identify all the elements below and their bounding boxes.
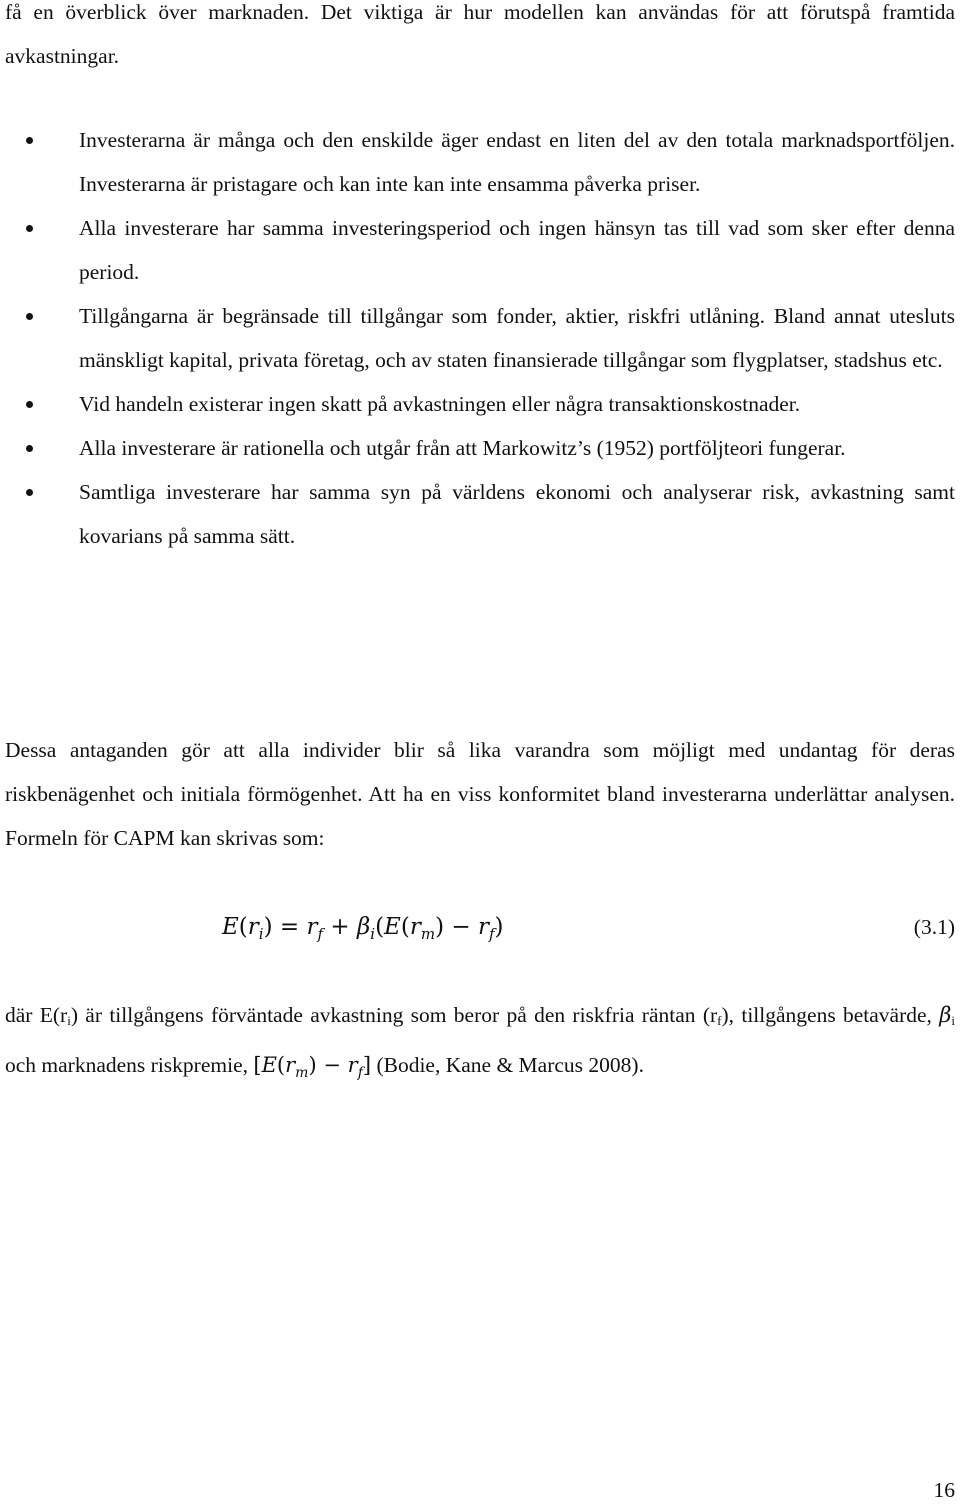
assumption-text: Vid handeln existerar ingen skatt på avkastningen eller några transaktionskostnader.: [79, 392, 801, 416]
bullet-icon: [26, 445, 33, 452]
assumption-text: Alla investerare har samma investeringsperiod och ingen hänsyn tas till vad som sker efter denna period.: [79, 216, 955, 284]
list-item: [0, 382, 955, 426]
bullet-icon: [26, 489, 33, 496]
beta-symbol: β: [939, 1003, 952, 1027]
assumption-text: Tillgångarna är begränsade till tillgångar som fonder, aktier, riskfri utlåning. Bland annat utesluts mänskligt kapital, privata företag, och av staten finansierade tillgångar som flygplatser, stadshus etc.: [79, 304, 955, 372]
assumption-text: Investerarna är många och den enskilde äger endast en liten del av den totala marknadsportföljen. Investerarna är pristagare och kan inte kan inte ensamma påverka priser.: [79, 128, 955, 196]
list-item: [0, 426, 955, 470]
intro-paragraph: få en överblick över marknaden. Det viktiga är hur modellen kan användas för att förutspå framtida avkastningar.: [5, 0, 955, 68]
list-item: [0, 470, 955, 558]
explanation-paragraph: där $E(r_i)$ är tillgångens förväntade avkastning som beror på den riskfria räntan $(r_f)$, tillgångens betavärde, $\beta_i$ och marknadens riskpremie, $[E(r_m) - r_f]$ (Bodie, Kane & Marcus 2008).: [5, 1003, 955, 1081]
bullet-icon: [26, 313, 33, 320]
risk-premium-expression: $[E(r_m) - r_f]$: [253, 1053, 372, 1081]
bullet-icon: [26, 137, 33, 144]
list-item: [0, 294, 955, 382]
assumption-text: Samtliga investerare har samma syn på världens ekonomi och analyserar risk, avkastning samt kovarians på samma sätt.: [79, 480, 955, 548]
equation-block: [0, 905, 960, 949]
page-number: 16: [933, 1478, 955, 1502]
list-item: [0, 206, 955, 294]
bullet-icon: [26, 225, 33, 232]
capm-formula: $E(r_i) = r_f + \beta_i(E(r_m) - r_f)$: [222, 914, 504, 943]
assumption-text: Alla investerare är rationella och utgår från att Markowitz’s (1952) portföljteori fungerar.: [79, 436, 846, 460]
equation-number: (3.1): [913, 915, 955, 939]
body-paragraph: Dessa antaganden gör att alla individer blir så lika varandra som möjligt med undantag för deras riskbenägenhet och initiala förmögenhet. Att ha en viss konformitet bland investerarna underlättar analysen. Formeln för CAPM kan skrivas som:: [5, 738, 955, 850]
list-item: [0, 118, 955, 206]
bullet-icon: [26, 401, 33, 408]
assumptions-list: [0, 118, 960, 558]
